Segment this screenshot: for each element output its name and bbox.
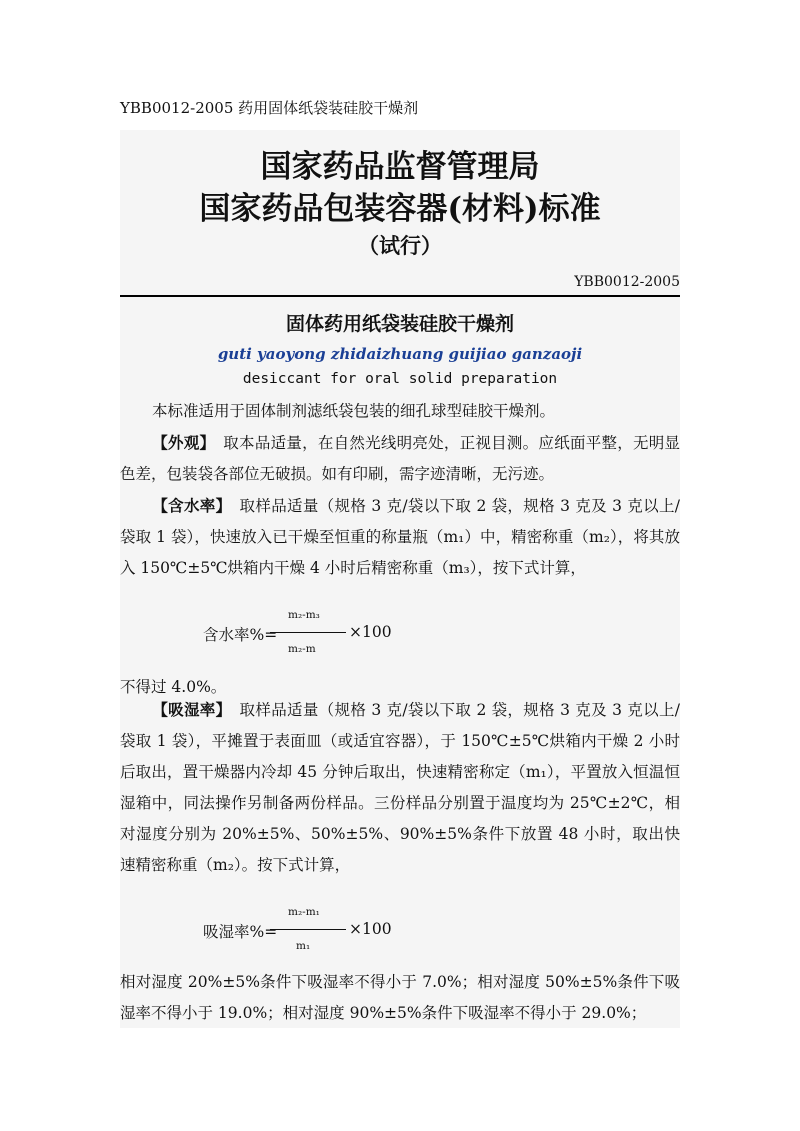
absorption-formula-label: 吸湿率%= [203,923,278,941]
absorption-text: 取样品适量（规格 3 克/袋以下取 2 袋，规格 3 克及 3 克以上/袋取 1 袋），平摊置于表面皿（或适宜容器），于 150℃±5℃烘箱内干燥 2 小时后取出，置干燥器内冷却 45 分钟后取出，快速精密称定（m₁），平置放入恒温恒湿箱中，同法操作另制备两份样品。三份样品分别置于温度均为 25℃±2℃，相对湿度分别为 20%±5%、50%±5%、90%±5%条件下放置 48 小时，取出快速精密称重（m₂）。按下式计算， [120,701,680,874]
moisture-multiplier: ×100 [349,623,392,641]
moisture-numerator: m₂-m₃ [288,609,320,621]
absorption-paragraph [120,694,680,881]
trial-label: （试行） [358,233,442,258]
document-title: 固体药用纸袋装硅胶干燥剂 [285,313,514,335]
appearance-paragraph [120,427,680,490]
moisture-paragraph [120,490,680,584]
standard-code: YBB0012-2005 [574,274,680,290]
moisture-text: 取样品适量（规格 3 克/袋以下取 2 袋，规格 3 克及 3 克以上/袋取 1 袋），快速放入已干燥至恒重的称量瓶（m₁）中，精密称重（m₂），将其放入 150℃±5℃烘箱内干燥 4 小时后精密称重（m₃），按下式计算， [120,497,680,577]
authority-title: 国家药品监督管理局 [260,149,540,185]
document-title-pinyin: guti yaoyong zhidaizhuang guijiao ganzaoji [217,345,583,363]
absorption-numerator: m₂-m₁ [288,906,320,918]
scope-paragraph: 本标准适用于固体制剂滤纸袋包装的细孔球型硅胶干燥剂。 [152,402,556,420]
moisture-heading: 【含水率】 [152,496,224,515]
standard-title: 国家药品包装容器(材料)标准 [199,191,601,227]
moisture-denominator: m₂-m [288,643,316,655]
running-header: YBB0012-2005 药用固体纸袋装硅胶干燥剂 [120,99,419,117]
absorption-limit: 相对湿度 20%±5%条件下吸湿率不得小于 7.0%；相对湿度 50%±5%条件下吸湿率不得小于 19.0%；相对湿度 90%±5%条件下吸湿率不得小于 29.0%； [120,973,680,1022]
moisture-formula-label: 含水率%= [203,626,278,644]
absorption-multiplier: ×100 [349,920,392,938]
absorption-fraction-bar [270,929,346,930]
document-title-english: desiccant for oral solid preparation [242,371,558,387]
moisture-limit: 不得过 4.0%。 [120,678,227,696]
appearance-text: 取本品适量，在自然光线明亮处，正视目测。应纸面平整，无明显色差，包装袋各部位无破损。如有印刷，需字迹清晰，无污迹。 [120,434,680,483]
moisture-fraction-bar [270,632,346,633]
absorption-heading: 【吸湿率】 [152,700,224,719]
appearance-heading: 【外观】 [152,433,208,452]
title-divider [120,295,680,297]
absorption-denominator: m₁ [296,940,311,952]
